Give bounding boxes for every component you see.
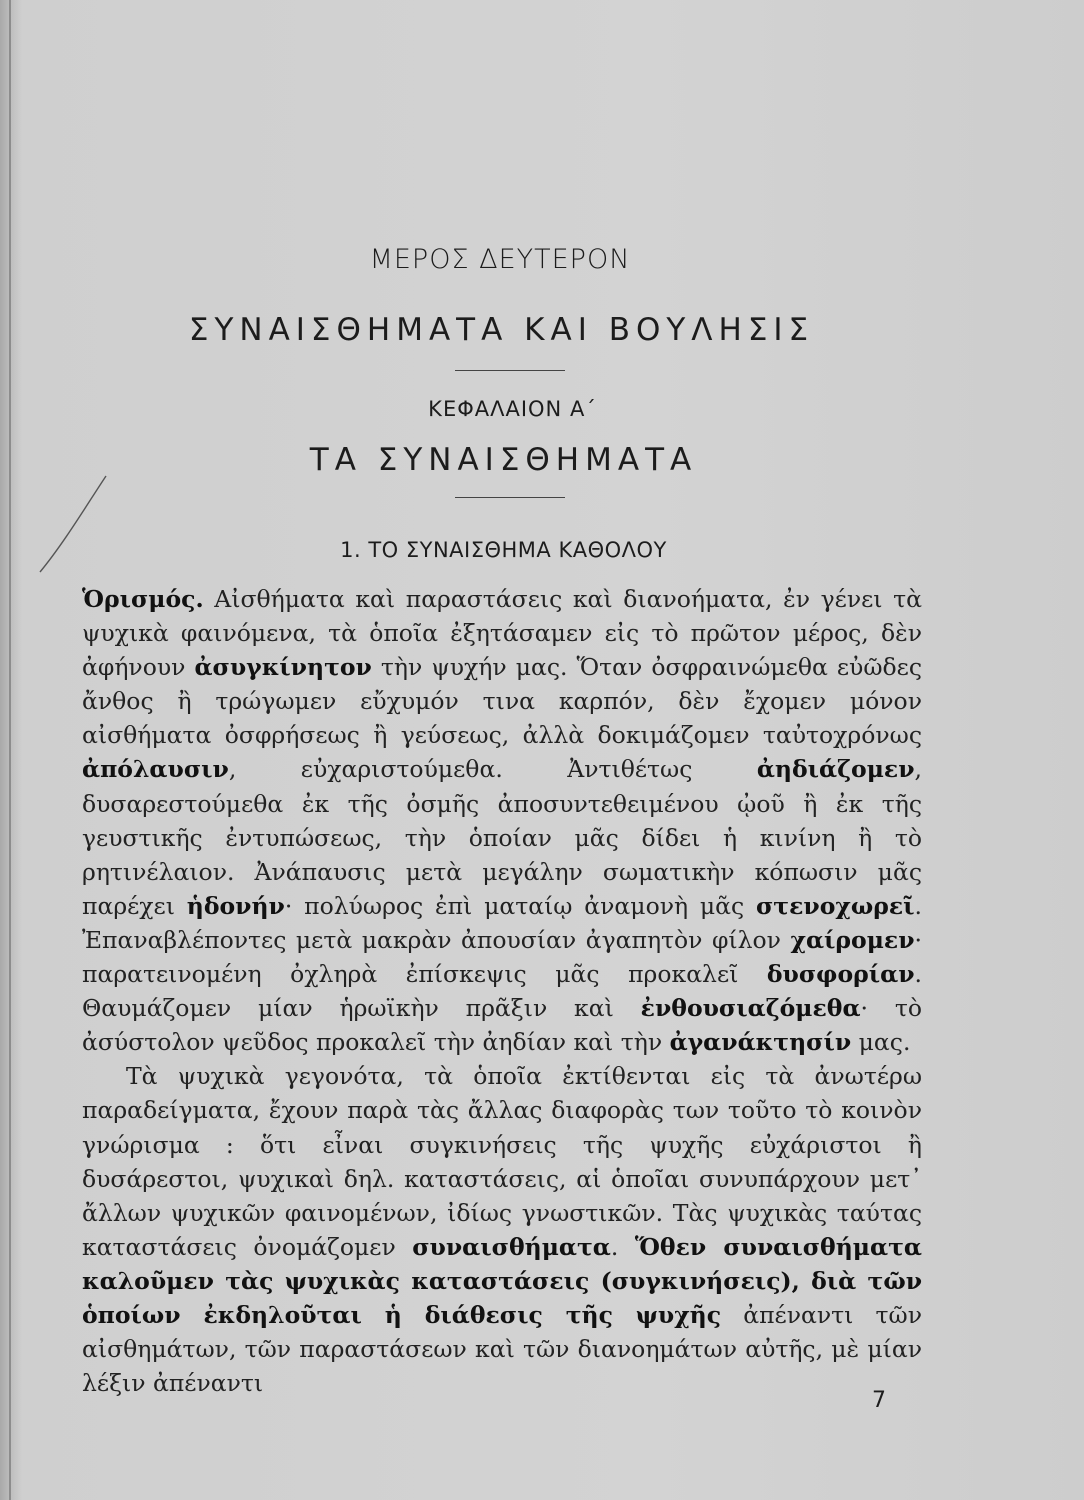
text-run: . Ἐπαναβλέποντες μετὰ μακρὰν ἀπουσίαν ἀγαπητὸν φίλον: [82, 891, 922, 954]
title-divider: [455, 370, 565, 371]
body-text: [82, 582, 922, 1400]
subsection-title: 1. ΤΟ ΣΥΝΑΙΣΘΗΜΑ ΚΑΘΟΛΟΥ: [340, 538, 667, 562]
text-run: .: [610, 1232, 635, 1261]
emphasized-term: ἡδονήν: [186, 891, 285, 920]
text-run: . Θαυμάζομεν μίαν ἡρωϊκὴν πρᾶξιν καὶ: [82, 960, 922, 1023]
paragraph-explanation: [82, 1059, 922, 1400]
chapter-title: ΤΑ ΣΥΝΑΙΣΘΗΜΑΤΑ: [309, 442, 698, 478]
emphasized-term: στενοχωρεῖ: [755, 891, 915, 920]
definition-statement: Ὅθεν συναισθήματα καλοῦμεν τὰς ψυχικὰς καταστάσεις (συγκινήσεις), διὰ τῶν ὁποίων ἐκδηλοῦται ἡ διάθεσις τῆς ψυχῆς: [82, 1232, 922, 1329]
emphasized-term: ἀηδιάζομεν: [756, 755, 915, 784]
paragraph-definition: [82, 582, 922, 1059]
text-run: · παρατεινομένη ὀχληρὰ ἐπίσκεψις μᾶς προκαλεῖ: [82, 925, 922, 989]
text-run: Τὰ ψυχικὰ γεγονότα, τὰ ὁποῖα ἐκτίθενται εἰς τὰ ἀνωτέρω παραδείγματα, ἔχουν παρὰ τὰς ἄλλας διαφορὰς των τοῦτο τὸ κοινὸν γνώρισμα : ὅτι εἶναι συγκινήσεις τῆς ψυχῆς εὐχάριστοι ἢ δυσάρεστοι, ψυχικαὶ δηλ. καταστάσεις, αἱ ὁποῖαι συνυπάρχουν μετ᾽ ἄλλων ψυχικῶν φαινομένων, ἰδίως γνωστικῶν. Τὰς ψυχικὰς ταύτας καταστάσεις ὀνομάζομεν: [82, 1062, 922, 1261]
text-run: , εὐχαριστούμεθα. Ἀντιθέτως: [228, 755, 757, 784]
emphasized-term: ἀγανάκτησίν: [669, 1028, 852, 1057]
text-run: Αἰσθήματα καὶ παραστάσεις καὶ διανοήματα, ἐν γένει τὰ ψυχικὰ φαινόμενα, τὰ ὁποῖα ἐξητάσαμεν εἰς τὸ πρῶτον μέρος, δὲν ἀφήνουν: [82, 585, 922, 682]
text-run: · τὸ ἀσύστολον ψεῦδος προκαλεῖ τὴν ἀηδίαν καὶ τὴν: [82, 994, 923, 1057]
emphasized-term: ἐνθουσιαζόμεθα: [640, 994, 861, 1023]
text-run: μας.: [851, 1028, 911, 1057]
term-heading: Ὁρισμός.: [82, 585, 204, 613]
chapter-label: ΚΕΦΑΛΑΙΟΝ Α΄: [428, 397, 597, 421]
chapter-divider: [455, 497, 565, 498]
part-title: ΜΕΡΟΣ ΔΕΥΤΕΡΟΝ: [369, 244, 631, 275]
emphasized-term: ἀσυγκίνητον: [194, 653, 372, 682]
text-run: · πολύωρος ἐπὶ ματαίῳ ἀναμονὴ μᾶς: [284, 891, 756, 920]
emphasized-term: ἀπόλαυσιν: [82, 755, 229, 784]
page-number: 7: [872, 1388, 886, 1413]
emphasized-term: χαίρομεν: [790, 925, 915, 954]
section-title: ΣΥΝΑΙΣΘΗΜΑΤΑ ΚΑΙ ΒΟΥΛΗΣΙΣ: [188, 312, 815, 348]
text-run: , δυσαρεστούμεθα ἐκ τῆς ὀσμῆς ἀποσυντεθειμένου ᾠοῦ ἢ ἐκ τῆς γευστικῆς ἐντυπώσεως, τὴν ὁποίαν μᾶς δίδει ἡ κινίνη ἢ τὸ ρητινέλαιον. Ἀνάπαυσις μετὰ μεγάλην σωματικὴν κόπωσιν μᾶς παρέχει: [82, 755, 922, 920]
emphasized-term: δυσφορίαν: [766, 960, 915, 989]
emphasized-term: συναισθήματα: [412, 1232, 611, 1261]
text-run: ἀπέναντι τῶν αἰσθημάτων, τῶν παραστάσεων καὶ τῶν διανοημάτων αὐτῆς, μὲ μίαν λέξιν ἀπέναντι: [82, 1300, 922, 1398]
text-run: τὴν ψυχήν μας. Ὅταν ὀσφραινώμεθα εὐῶδες ἄνθος ἢ τρώγωμεν εὔχυμόν τινα καρπόν, δὲν ἔχομεν μόνον αἰσθήματα ὀσφρήσεως ἢ γεύσεως, ἀλλὰ δοκιμάζομεν ταὐτοχρόνως: [82, 653, 922, 750]
page-binding-edge: [9, 0, 11, 1500]
